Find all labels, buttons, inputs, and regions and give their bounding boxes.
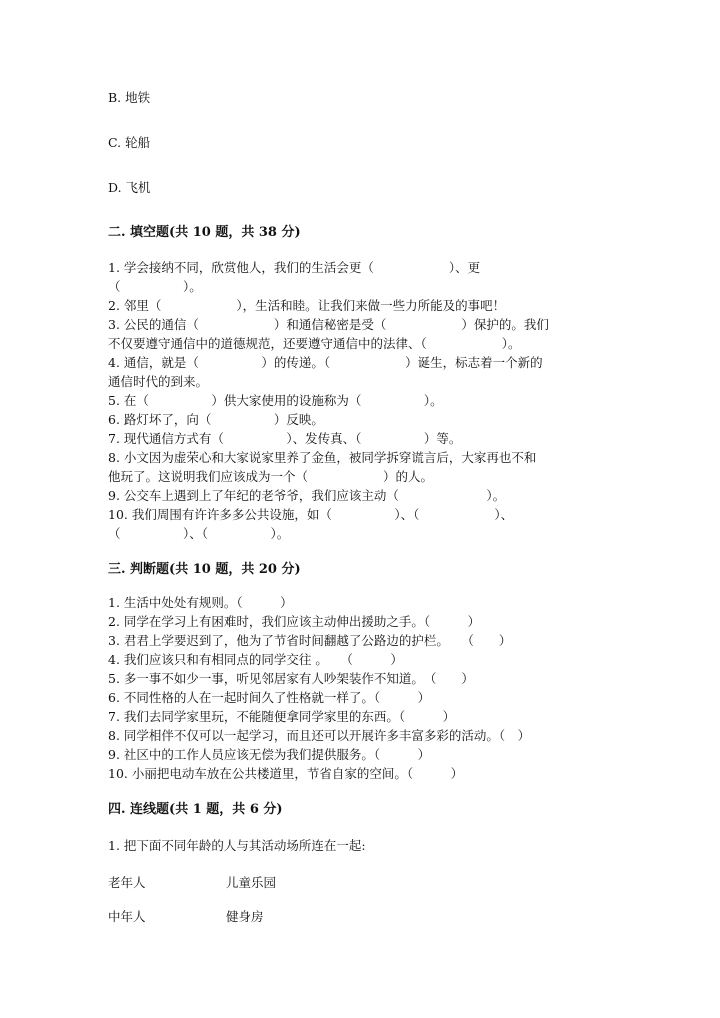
judgment-item: 8. 同学相伴不仅可以一起学习，而且还可以开展许多丰富多彩的活动。（ ） — [108, 728, 531, 743]
option-c: C. 轮船 — [108, 135, 151, 150]
section-title-matching: 四. 连线题(共 1 题，共 6 分) — [108, 802, 283, 817]
question-line: 1. 学会接纳不同，欣赏他人，我们的生活会更（ ）、更 — [108, 260, 481, 275]
option-b: B. 地铁 — [108, 90, 151, 105]
judgment-item: 2. 同学在学习上有困难时，我们应该主动伸出援助之手。（ ） — [108, 614, 481, 629]
question-line: 3. 公民的通信（ ）和通信秘密是受（ ）保护的。我们 — [108, 317, 549, 332]
match-right-item: 儿童乐园 — [226, 875, 277, 890]
question-line: 10. 我们周围有许许多多公共设施，如（ ）、（ ）、 — [108, 507, 514, 522]
question-line: 4. 通信，就是（ ）的传递。（ ）诞生，标志着一个新的 — [108, 355, 543, 370]
option-d: D. 飞机 — [108, 180, 151, 195]
judgment-item: 7. 我们去同学家里玩，不能随便拿同学家里的东西。（ ） — [108, 709, 456, 724]
question-line: 9. 公交车上遇到上了年纪的老爷爷，我们应该主动（ ）。 — [108, 488, 506, 503]
judgment-item: 4. 我们应该只和有相同点的同学交往 。 （ ） — [108, 652, 403, 667]
question-line: 7. 现代通信方式有（ ）、发传真、（ ）等。 — [108, 431, 462, 446]
matching-question: 1. 把下面不同年龄的人与其活动场所连在一起: — [108, 838, 366, 853]
question-line: （ ）。 — [108, 279, 202, 294]
judgment-item: 5. 多一事不如少一事，听见邻居家有人吵架装作不知道。 （ ） — [108, 671, 474, 686]
question-line: 5. 在（ ）供大家使用的设施称为（ ）。 — [108, 393, 443, 408]
question-line: 8. 小文因为虚荣心和大家说家里养了金鱼，被同学拆穿谎言后，大家再也不和 — [108, 450, 537, 465]
question-line: （ ）、（ ）。 — [108, 526, 290, 541]
question-line: 不仅要遵守通信中的道德规范，还要遵守通信中的法律、（ ）。 — [108, 336, 521, 351]
question-line: 6. 路灯坏了，向（ ）反映。 — [108, 412, 324, 427]
judgment-item: 6. 不同性格的人在一起时间久了性格就一样了。（ ） — [108, 690, 431, 705]
question-line: 他玩了。这说明我们应该成为一个（ ）的人。 — [108, 469, 434, 484]
judgment-item: 9. 社区中的工作人员应该无偿为我们提供服务。（ ） — [108, 747, 431, 762]
judgment-item: 1. 生活中处处有规则。（ ） — [108, 595, 293, 610]
match-left-item: 老年人 — [108, 875, 146, 890]
question-line: 通信时代的到来。 — [108, 374, 209, 389]
question-line: 2. 邻里（ ），生活和睦。让我们来做一些力所能及的事吧！ — [108, 298, 506, 313]
match-right-item: 健身房 — [226, 909, 264, 924]
judgment-item: 10. 小丽把电动车放在公共楼道里，节省自家的空间。（ ） — [108, 766, 464, 781]
section-title-true-false: 三. 判断题(共 10 题，共 20 分) — [108, 562, 301, 577]
match-left-item: 中年人 — [108, 909, 146, 924]
judgment-item: 3. 君君上学要迟到了，他为了节省时间翻越了公路边的护栏。 （ ） — [108, 633, 512, 648]
section-title-fill-blank: 二. 填空题(共 10 题，共 38 分) — [108, 225, 301, 240]
